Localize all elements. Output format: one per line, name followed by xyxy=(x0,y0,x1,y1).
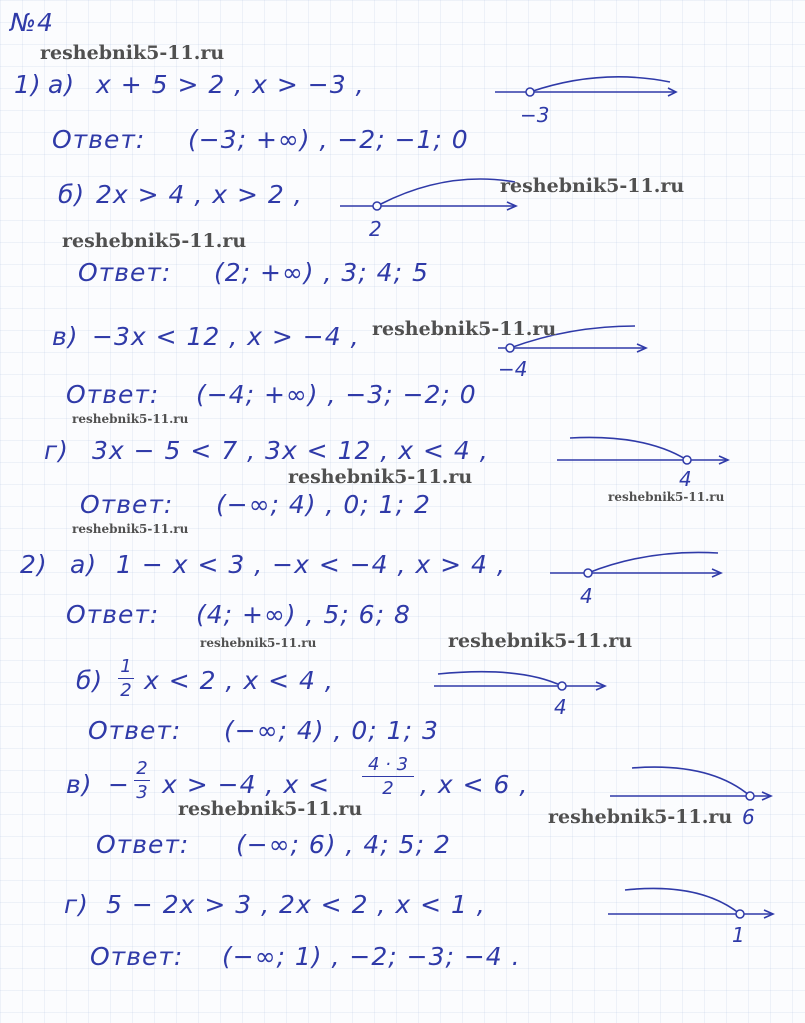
item-2v-minus: − xyxy=(108,770,130,799)
watermark: reshebnik5-11.ru xyxy=(500,175,685,197)
fraction-2b-denominator: 2 xyxy=(120,680,132,701)
point-label-1a: −3 xyxy=(520,103,550,127)
item-1v-letter: в) xyxy=(52,322,79,351)
answer-label-2v: Ответ: xyxy=(96,830,190,859)
item-2a-letter: а) xyxy=(70,550,98,579)
answer-label-2a: Ответ: xyxy=(66,600,160,629)
watermark: reshebnik5-11.ru xyxy=(178,798,363,820)
point-label-2g: 1 xyxy=(732,923,745,947)
item-1b-letter: б) xyxy=(58,180,86,209)
point-label-2b: 4 xyxy=(554,695,567,719)
fraction-2v-numerator: 2 xyxy=(136,758,148,779)
fraction-2v-rhs xyxy=(362,754,414,799)
item-2b-work: x < 2 , x < 4 , xyxy=(144,666,334,695)
watermark: reshebnik5-11.ru xyxy=(200,636,317,650)
item-2g-letter: г) xyxy=(64,890,89,919)
fraction-2v-denominator: 3 xyxy=(136,782,148,803)
number-line-2g xyxy=(600,880,780,950)
fraction-2b-numerator: 1 xyxy=(120,656,132,677)
answer-1v: (−4; +∞) , −3; −2; 0 xyxy=(196,380,477,409)
exercise-number: №4 xyxy=(10,8,54,37)
number-line-2a xyxy=(548,545,728,608)
number-line-2b xyxy=(430,662,620,722)
answer-1b: (2; +∞) , 3; 4; 5 xyxy=(214,258,429,287)
point-label-2a: 4 xyxy=(580,584,593,608)
part-1-label: 1) xyxy=(14,70,42,99)
answer-2b: (−∞; 4) , 0; 1; 3 xyxy=(224,716,439,745)
answer-label-1b: Ответ: xyxy=(78,258,172,287)
part-2-label: 2) xyxy=(20,550,48,579)
answer-label-1a: Ответ: xyxy=(52,125,146,154)
item-2v-work: x > −4 , x < xyxy=(162,770,331,799)
item-1g-work: 3x − 5 < 7 , 3x < 12 , x < 4 , xyxy=(92,436,489,465)
watermark: reshebnik5-11.ru xyxy=(40,42,225,64)
item-2g-work: 5 − 2x > 3 , 2x < 2 , x < 1 , xyxy=(106,890,486,919)
answer-label-1v: Ответ: xyxy=(66,380,160,409)
watermark: reshebnik5-11.ru xyxy=(608,490,725,504)
answer-1g: (−∞; 4) , 0; 1; 2 xyxy=(216,490,431,519)
watermark: reshebnik5-11.ru xyxy=(548,806,733,828)
item-1g-letter: г) xyxy=(44,436,69,465)
number-line-1g xyxy=(555,430,735,490)
watermark: reshebnik5-11.ru xyxy=(62,230,247,252)
item-1v-work: −3x < 12 , x > −4 , xyxy=(92,322,360,351)
answer-label-1g: Ответ: xyxy=(80,490,174,519)
answer-2a: (4; +∞) , 5; 6; 8 xyxy=(196,600,411,629)
number-line-1a xyxy=(490,70,690,130)
item-1a-work: x + 5 > 2 , x > −3 , xyxy=(96,70,365,99)
answer-1a: (−3; +∞) , −2; −1; 0 xyxy=(188,125,469,154)
answer-2v: (−∞; 6) , 4; 5; 2 xyxy=(236,830,451,859)
watermark: reshebnik5-11.ru xyxy=(72,522,189,536)
item-1a-letter: а) xyxy=(48,70,76,99)
point-label-2v: 6 xyxy=(742,805,755,829)
answer-2g: (−∞; 1) , −2; −3; −4 . xyxy=(222,942,521,971)
fraction-2b xyxy=(118,656,134,701)
fraction-2v xyxy=(134,758,150,803)
watermark: reshebnik5-11.ru xyxy=(372,318,557,340)
item-2a-work: 1 − x < 3 , −x < −4 , x > 4 , xyxy=(116,550,506,579)
watermark: reshebnik5-11.ru xyxy=(288,466,473,488)
point-label-1b: 2 xyxy=(369,217,382,241)
answer-label-2b: Ответ: xyxy=(88,716,182,745)
item-2v-letter: в) xyxy=(66,770,93,799)
watermark: reshebnik5-11.ru xyxy=(448,630,633,652)
point-label-1g: 4 xyxy=(679,467,692,491)
watermark: reshebnik5-11.ru xyxy=(72,412,189,426)
point-label-1v: −4 xyxy=(498,357,528,381)
fraction-2v-rhs-numerator: 4 · 3 xyxy=(367,754,409,775)
item-1b-work: 2x > 4 , x > 2 , xyxy=(96,180,303,209)
answer-label-2g: Ответ: xyxy=(90,942,184,971)
item-2v-work-end: , x < 6 , xyxy=(420,770,529,799)
fraction-2v-rhs-denominator: 2 xyxy=(382,778,394,799)
item-2b-letter: б) xyxy=(76,666,104,695)
